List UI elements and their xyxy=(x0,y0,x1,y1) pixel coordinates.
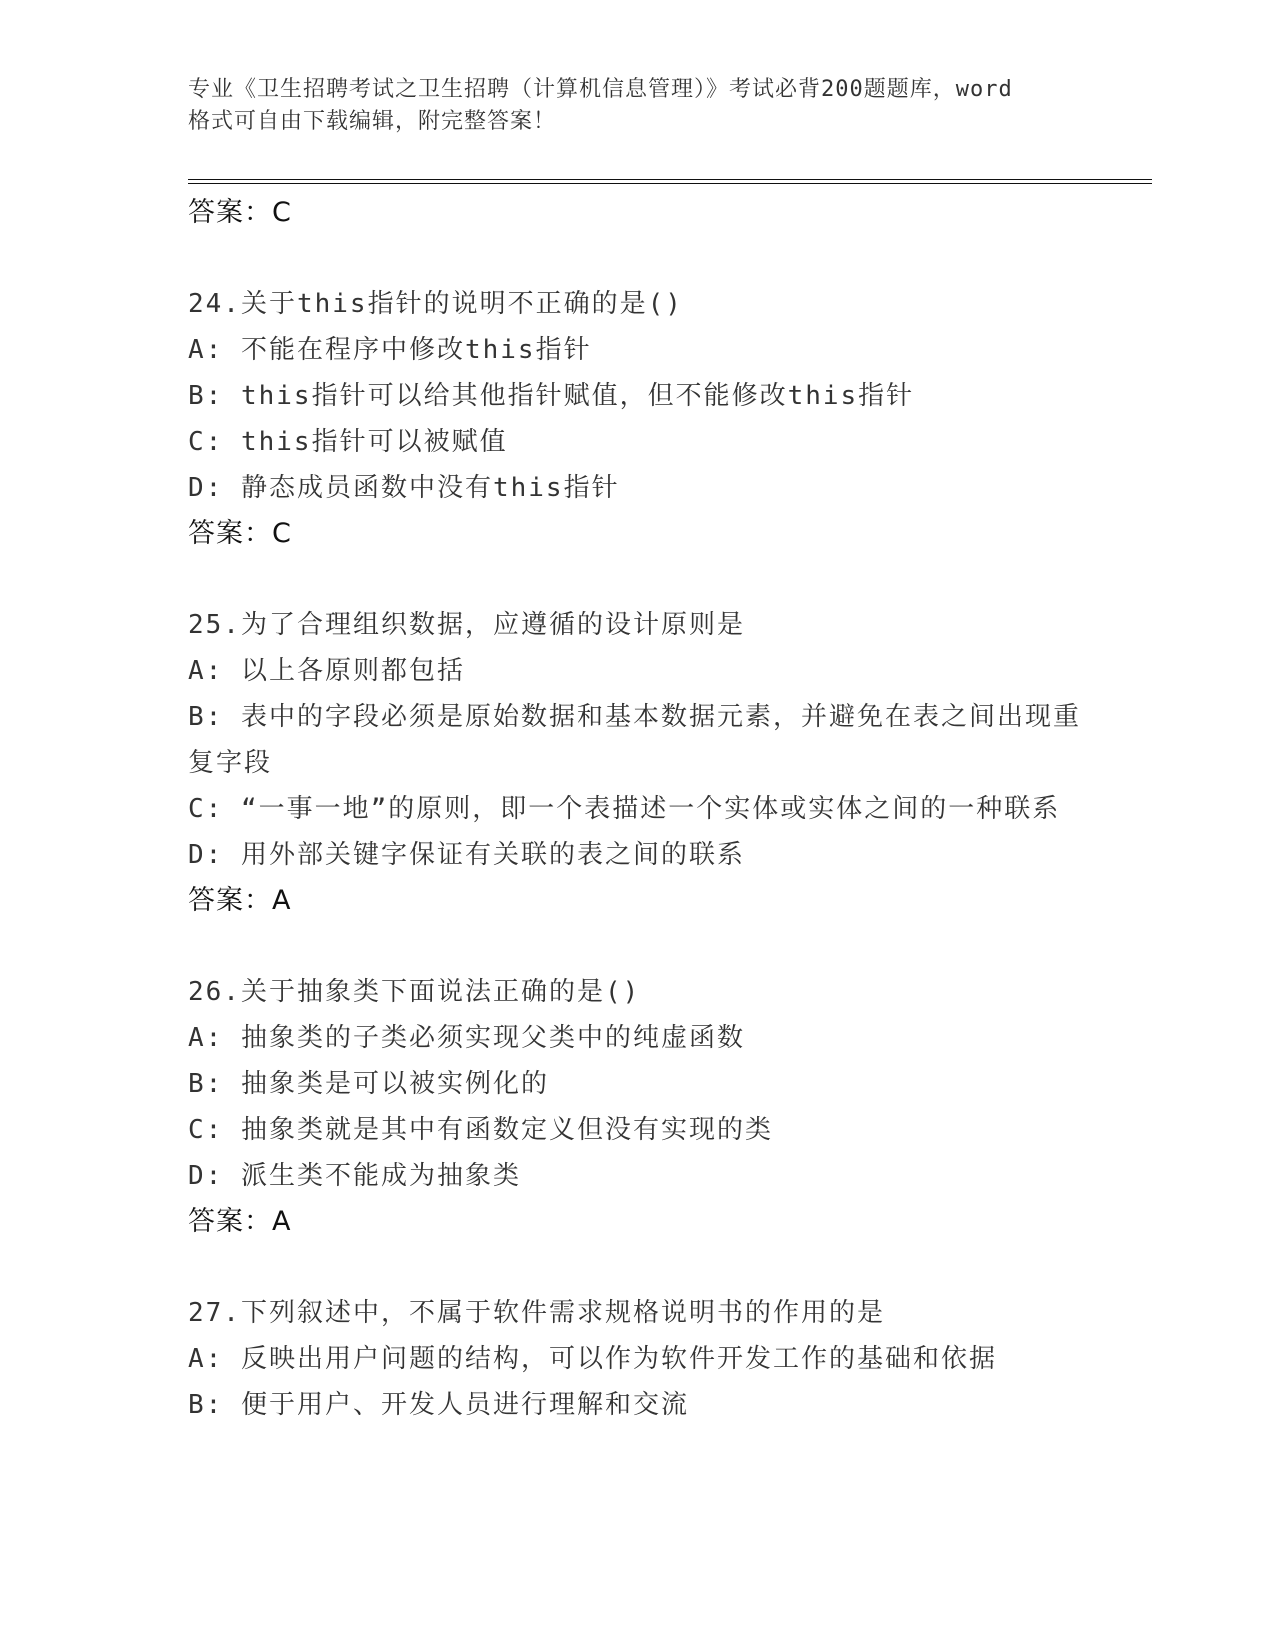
question-list xyxy=(188,190,1088,1428)
option-b: B: 便于用户、开发人员进行理解和交流 xyxy=(188,1390,689,1420)
answer-line: 答案：C xyxy=(188,518,292,549)
answer-line: 答案：A xyxy=(188,885,292,916)
header-divider-bottom xyxy=(188,183,1152,184)
question-stem: 25.为了合理组织数据，应遵循的设计原则是 xyxy=(188,610,745,640)
question-block xyxy=(188,1290,1088,1428)
option-a: A: 不能在程序中修改this指针 xyxy=(188,335,592,365)
option-b: B: 抽象类是可以被实例化的 xyxy=(188,1069,549,1099)
header-line-2: 格式可自由下载编辑，附完整答案！ xyxy=(188,109,557,134)
option-c: C: “一事一地”的原则，即一个表描述一个实体或实体之间的一种联系 xyxy=(188,794,1061,824)
answer-line: 答案：C xyxy=(188,197,292,228)
header-line-1: 专业《卫生招聘考试之卫生招聘（计算机信息管理）》考试必背200题题库，word xyxy=(188,77,1013,102)
answer-line: 答案：A xyxy=(188,1206,292,1237)
option-b: B: this指针可以给其他指针赋值，但不能修改this指针 xyxy=(188,381,915,411)
question-stem: 26.关于抽象类下面说法正确的是() xyxy=(188,977,641,1007)
document-header xyxy=(188,74,1088,138)
question-block xyxy=(188,969,1088,1245)
option-a: A: 反映出用户问题的结构，可以作为软件开发工作的基础和依据 xyxy=(188,1344,997,1374)
option-a: A: 抽象类的子类必须实现父类中的纯虚函数 xyxy=(188,1023,745,1053)
option-c: C: this指针可以被赋值 xyxy=(188,427,508,457)
question-block xyxy=(188,602,1088,924)
option-a: A: 以上各原则都包括 xyxy=(188,656,465,686)
option-d: D: 派生类不能成为抽象类 xyxy=(188,1161,521,1191)
option-b: B: 表中的字段必须是原始数据和基本数据元素，并避免在表之间出现重复字段 xyxy=(188,702,1081,778)
option-c: C: 抽象类就是其中有函数定义但没有实现的类 xyxy=(188,1115,773,1145)
question-block xyxy=(188,281,1088,557)
header-divider-top xyxy=(188,179,1152,180)
option-d: D: 用外部关键字保证有关联的表之间的联系 xyxy=(188,840,745,870)
question-stem: 27.下列叙述中，不属于软件需求规格说明书的作用的是 xyxy=(188,1298,885,1328)
option-d: D: 静态成员函数中没有this指针 xyxy=(188,473,620,503)
question-stem: 24.关于this指针的说明不正确的是() xyxy=(188,289,683,319)
